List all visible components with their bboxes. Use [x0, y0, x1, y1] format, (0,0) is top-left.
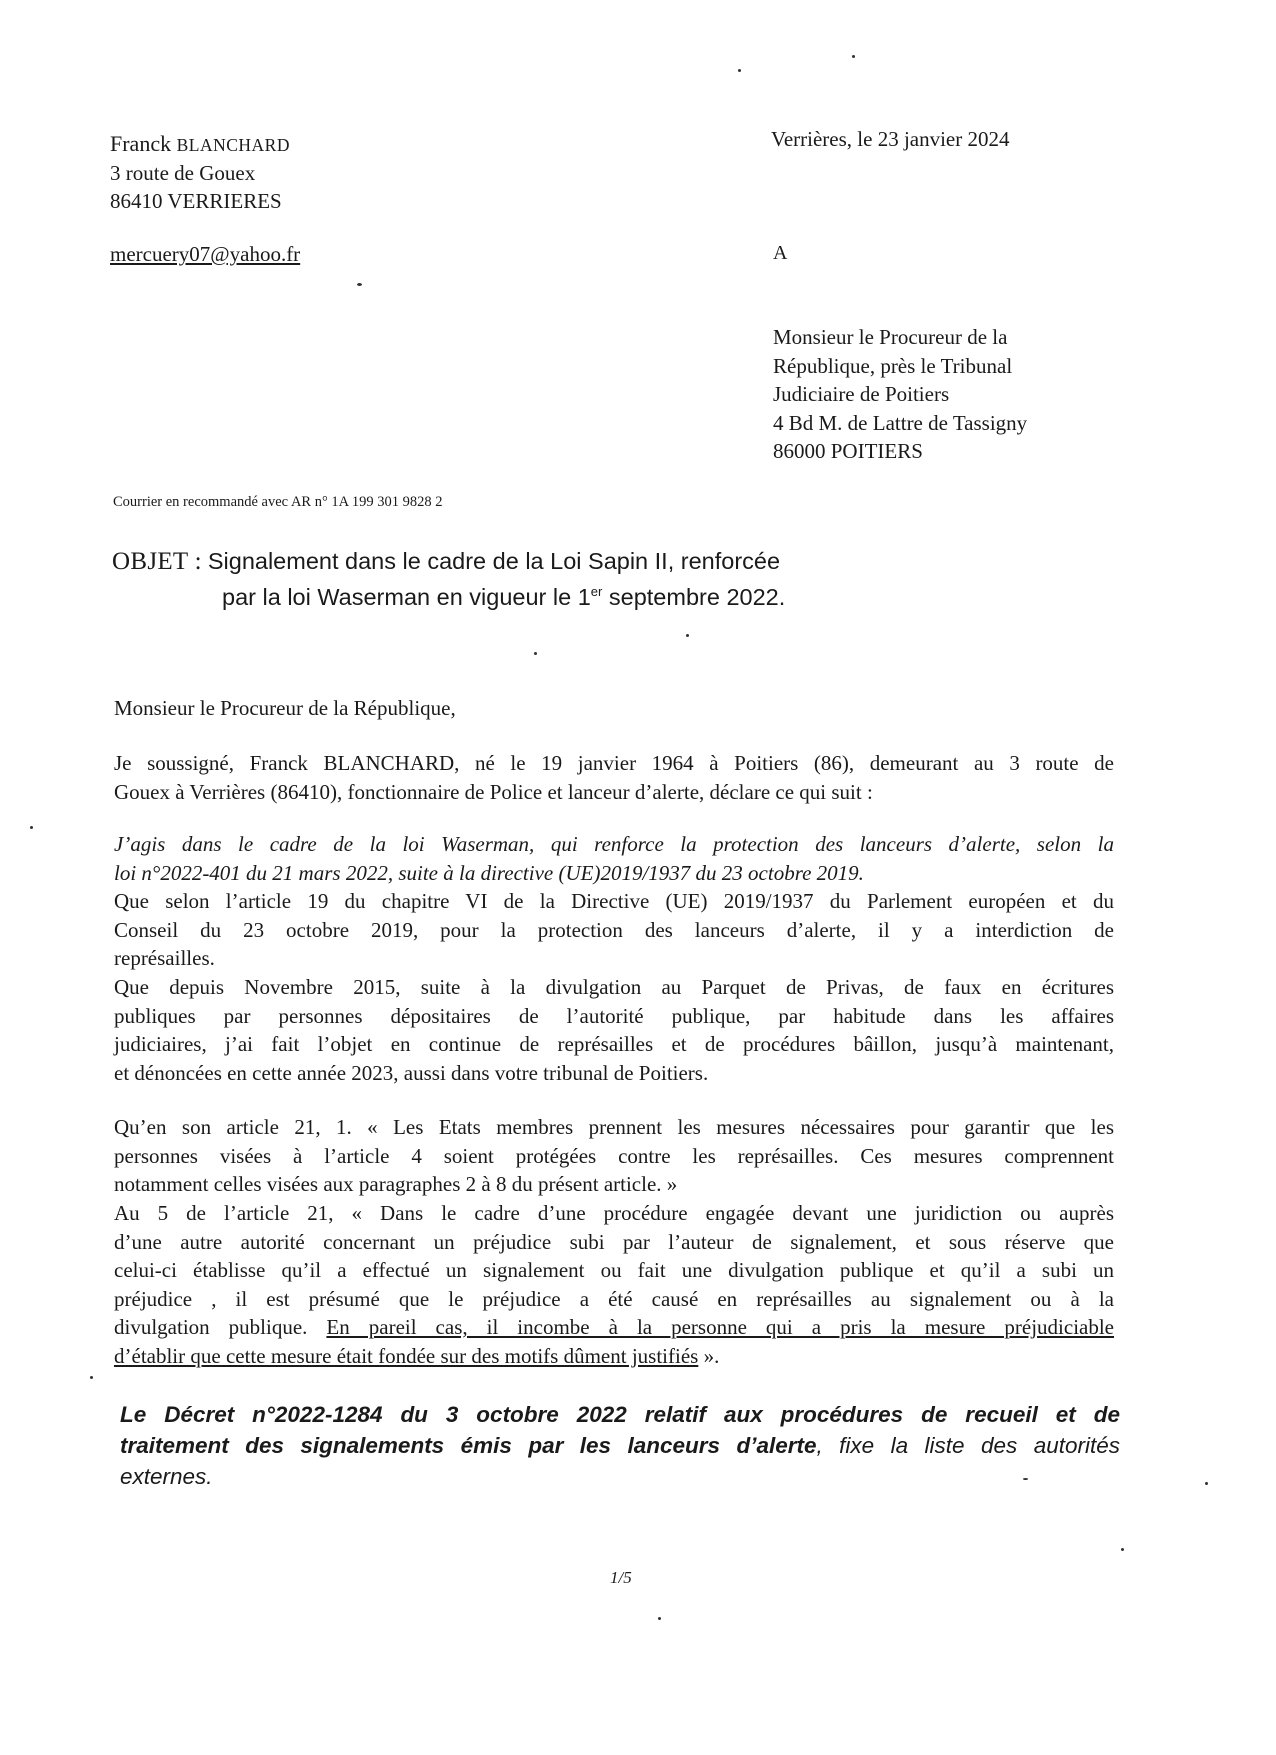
paragraph-line [120, 1399, 1120, 1430]
paragraph-line: représailles. [114, 946, 215, 970]
paragraph-line: publiques par personnes dépositaires de l’autorité publique, par habitude dans les affaires [114, 1003, 1114, 1028]
sender-address-line1: 3 route de Gouex [110, 161, 256, 185]
paragraph-article-21-1 [114, 1113, 1114, 1199]
sender-first-name: Franck [110, 131, 172, 156]
place-date: Verrières, le 23 janvier 2024 [771, 127, 1010, 151]
paragraph-article-21-5 [114, 1199, 1114, 1370]
paragraph-line: Au 5 de l’article 21, « Dans le cadre d’une procédure engagée devant une juridiction ou auprès [114, 1201, 1114, 1225]
paragraph-line [120, 1430, 1120, 1461]
paragraph-segment: divulgation publique. [114, 1315, 327, 1339]
subject-line1: Signalement dans le cadre de la Loi Sapin II, renforcée [207, 548, 781, 574]
subject-line2 [112, 577, 785, 612]
recipient-line5: 86000 POITIERS [773, 439, 923, 463]
paragraph-line: J’agis dans le cadre de la loi Waserman, qui renforce la protection des lanceurs d’alerte, selon la [114, 832, 1114, 856]
paragraph-line: celui-ci établisse qu’il a effectué un signalement ou fait une divulgation publique et qu’il a subi un [114, 1258, 1114, 1282]
sender-email-link[interactable]: mercuery07@yahoo.fr [110, 242, 301, 266]
paragraph-line [114, 1313, 1114, 1342]
decree-text: externes. [120, 1464, 213, 1489]
paragraph-line: préjudice , il est présumé que le préjudice a été causé en représailles au signalement ou à la [114, 1286, 1114, 1311]
subject-block [112, 546, 785, 612]
paragraph-article-19 [114, 887, 1114, 973]
paragraph-line: Je soussigné, Franck BLANCHARD, né le 19 janvier 1964 à Poitiers (86), demeurant au 3 route de [114, 751, 1114, 775]
subject-line2-text: par la loi Waserman en vigueur le 1 [222, 583, 591, 610]
sender-address-line2: 86410 VERRIERES [110, 189, 282, 213]
decree-paragraph [120, 1399, 1120, 1492]
paragraph-waserman [114, 830, 1114, 887]
paragraph-line: Gouex à Verrières (86410), fonctionnaire de Police et lanceur d’alerte, déclare ce qui suit : [114, 779, 873, 804]
scan-speck [1205, 1482, 1208, 1485]
scan-speck [658, 1617, 661, 1620]
paragraph-since-2015 [114, 973, 1114, 1087]
decree-text: , fixe la liste des autorités [816, 1433, 1120, 1458]
recipient-line1: Monsieur le Procureur de la [773, 325, 1008, 349]
sender-last-name: BLANCHARD [176, 135, 290, 155]
scan-speck [30, 826, 33, 829]
paragraph-line: Qu’en son article 21, 1. « Les Etats membres prennent les mesures nécessaires pour garantir que les [114, 1115, 1114, 1139]
scan-speck [852, 55, 855, 58]
recipient-block [773, 323, 1027, 466]
underlined-segment: En pareil cas, il incombe à la personne qui a pris la mesure préjudiciable [326, 1315, 1115, 1339]
scan-speck [90, 1376, 93, 1379]
paragraph-line: notamment celles visées aux paragraphes 2 à 8 du présent article. » [114, 1172, 678, 1196]
paragraph-line: loi n°2022-401 du 21 mars 2022, suite à la directive (UE)2019/1937 du 23 octobre 2019. [114, 860, 864, 885]
scan-speck [1023, 1478, 1028, 1480]
paragraph-line: et dénoncées en cette année 2023, aussi dans votre tribunal de Poitiers. [114, 1060, 709, 1085]
subject-label: OBJET : [112, 548, 202, 575]
scan-speck [686, 634, 689, 637]
scan-speck [738, 69, 741, 72]
scan-speck [1121, 1548, 1124, 1551]
paragraph-segment: ». [698, 1343, 720, 1368]
scan-speck [534, 652, 537, 655]
paragraph-line: d’une autre autorité concernant un préjudice subi par l’auteur de signalement, et sous réserve que [114, 1229, 1114, 1254]
underlined-segment: d’établir que cette mesure était fondée sur des motifs dûment justifiés [114, 1343, 699, 1368]
recipient-prefix: A [773, 242, 788, 264]
registered-mail-note: Courrier en recommandé avec AR n° 1A 199 301 9828 2 [113, 494, 443, 510]
paragraph-line: Que depuis Novembre 2015, suite à la divulgation au Parquet de Privas, de faux en écritures [114, 975, 1114, 999]
salutation: Monsieur le Procureur de la République, [114, 696, 456, 720]
recipient-line3: Judiciaire de Poitiers [773, 382, 950, 406]
decree-bold-text: Le Décret n°2022-1284 du 3 octobre 2022 relatif aux procédures de recueil et de [120, 1402, 1120, 1427]
paragraph-line: Que selon l’article 19 du chapitre VI de la Directive (UE) 2019/1937 du Parlement européen et du [114, 889, 1114, 913]
scan-speck [357, 283, 362, 286]
sender-block [110, 130, 290, 215]
paragraph-line: judiciaires, j’ai fait l’objet en continue de représailles et de procédures bâillon, jusqu’à maintenant, [114, 1032, 1114, 1056]
page-number: 1/5 [610, 1568, 632, 1587]
recipient-line4: 4 Bd M. de Lattre de Tassigny [773, 410, 1028, 435]
subject-line2-end: septembre 2022. [602, 583, 786, 610]
paragraph-line: Conseil du 23 octobre 2019, pour la protection des lanceurs d’alerte, il y a interdiction de [114, 917, 1114, 942]
subject-superscript: er [590, 584, 603, 599]
recipient-line2: République, près le Tribunal [773, 353, 1013, 378]
paragraph-line [114, 1342, 1114, 1371]
sender-name [110, 130, 290, 159]
decree-bold-text: traitement des signalements émis par les lanceurs d’alerte [120, 1433, 817, 1458]
paragraph-line: personnes visées à l’article 4 soient protégées contre les représailles. Ces mesures comprennent [114, 1143, 1114, 1168]
paragraph-declaration [114, 749, 1114, 806]
